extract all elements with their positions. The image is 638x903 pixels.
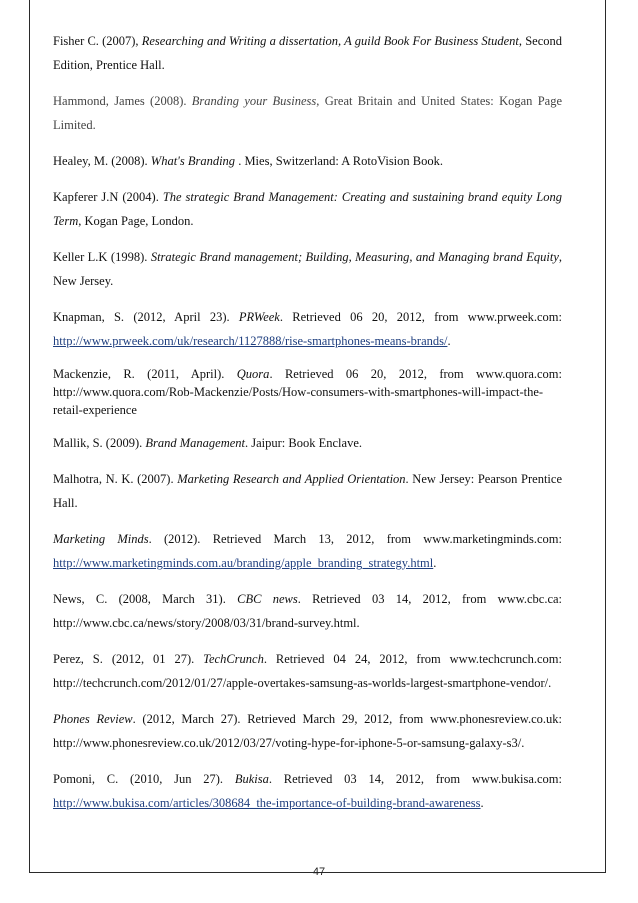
reference-hammond: Hammond, James (2008). Branding your Business, Great Britain and United States: Kogan Page Limited.	[53, 94, 562, 132]
reference-perez: Perez, S. (2012, 01 27). TechCrunch. Retrieved 04 24, 2012, from www.techcrunch.com: http://techcrunch.com/2012/01/27/apple-overtakes-samsung-as-worlds-largest-smartphone-vendor/.	[53, 652, 562, 690]
reference-knapman: Knapman, S. (2012, April 23). PRWeek. Retrieved 06 20, 2012, from www.prweek.com: http://www.prweek.com/uk/research/1127888/rise-smartphones-means-brands/.	[53, 310, 562, 348]
reference-link[interactable]: http://www.prweek.com/uk/research/1127888/rise-smartphones-means-brands/	[53, 334, 448, 348]
reference-kapferer: Kapferer J.N (2004). The strategic Brand Management: Creating and sustaining brand equity Long Term, Kogan Page, London.	[53, 190, 562, 228]
reference-keller: Keller L.K (1998). Strategic Brand management; Building, Measuring, and Managing brand Equity, New Jersey.	[53, 250, 562, 288]
reference-cbc-news: News, C. (2008, March 31). CBC news. Retrieved 03 14, 2012, from www.cbc.ca: http://www.cbc.ca/news/story/2008/03/31/brand-survey.html.	[53, 592, 563, 630]
reference-healey: Healey, M. (2008). What's Branding . Mies, Switzerland: A RotoVision Book.	[53, 154, 443, 168]
reference-pomoni: Pomoni, C. (2010, Jun 27). Bukisa. Retrieved 03 14, 2012, from www.bukisa.com: http://www.bukisa.com/articles/308684_the-importance-of-building-brand-awareness.	[53, 772, 562, 810]
page-number: 47	[312, 866, 326, 878]
reference-mallik: Mallik, S. (2009). Brand Management. Jaipur: Book Enclave.	[53, 436, 362, 450]
reference-link[interactable]: http://www.bukisa.com/articles/308684_the-importance-of-building-brand-awareness	[53, 796, 481, 810]
reference-link[interactable]: http://www.marketingminds.com.au/branding/apple_branding_strategy.html	[53, 556, 434, 570]
reference-malhotra: Malhotra, N. K. (2007). Marketing Research and Applied Orientation. New Jersey: Pearson Prentice Hall.	[53, 472, 563, 510]
reference-list	[53, 29, 562, 827]
reference-phones-review: Phones Review. (2012, March 27). Retrieved March 29, 2012, from www.phonesreview.co.uk: http://www.phonesreview.co.uk/2012/03/27/voting-hype-for-iphone-5-or-samsung-galaxy-s3/.	[53, 712, 562, 750]
reference-mackenzie: Mackenzie, R. (2011, April). Quora. Retrieved 06 20, 2012, from www.quora.com: http://www.quora.com/Rob-Mackenzie/Posts/How-consumers-with-smartphones-will-impact-the-retail-experience	[53, 367, 562, 417]
reference-marketing-minds: Marketing Minds. (2012). Retrieved March 13, 2012, from www.marketingminds.com: http://www.marketingminds.com.au/branding/apple_branding_strategy.html.	[53, 532, 562, 570]
reference-fisher: Fisher C. (2007), Researching and Writing a dissertation, A guild Book For Business Student, Second Edition, Prentice Hall.	[53, 34, 562, 72]
